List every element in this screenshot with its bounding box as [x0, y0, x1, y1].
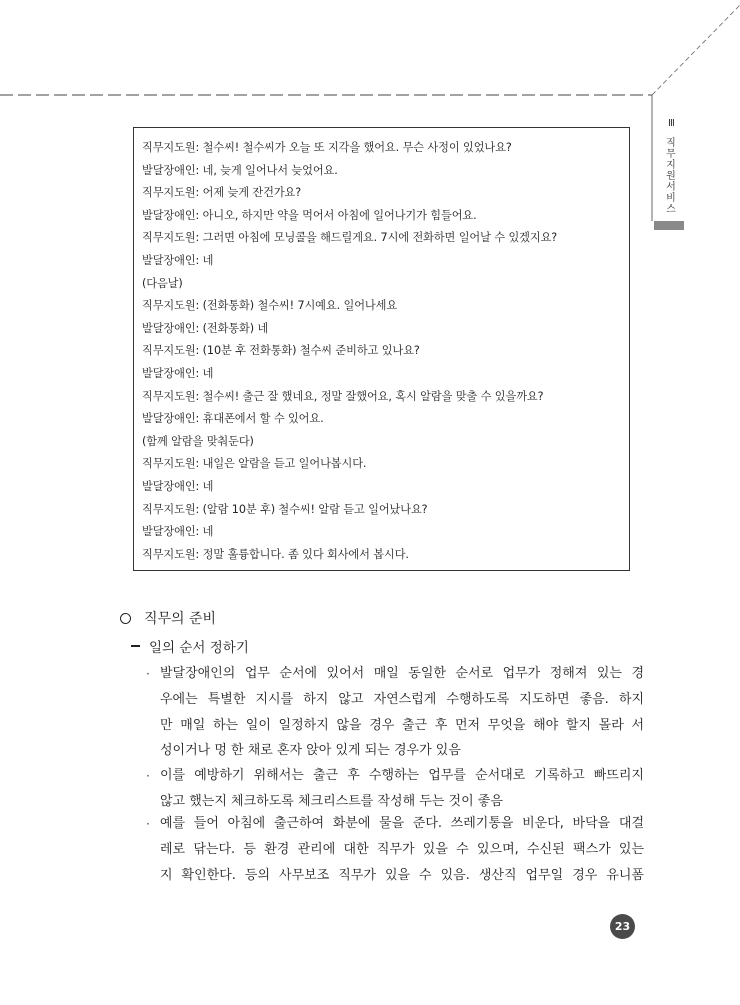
dash-bullet-icon [131, 645, 140, 647]
section-heading-text: 직무의 준비 [144, 611, 217, 627]
dialogue-line: 직무지도원: 어제 늦게 잔건가요? [142, 186, 302, 200]
page-number: 23 [614, 920, 631, 933]
chapter-title [666, 138, 676, 215]
chapter-title-char: 스 [666, 204, 676, 215]
bullet-line: 이를 예방하기 위해서는 출근 후 수행하는 업무를 순서대로 기록하고 빠뜨리지 [160, 768, 644, 783]
dot-bullet-icon: · [146, 769, 150, 783]
dialogue-line: 직무지도원: (전화통화) 철수씨! 7시예요. 일어나세요 [142, 299, 398, 313]
bullet-line: 예를 들어 아침에 출근하여 화분에 물을 준다. 쓰레기통을 비운다, 바닥을 대걸 [160, 816, 644, 831]
dialogue-line: 발달장애인: 네, 늦게 일어나서 늦었어요. [142, 163, 338, 177]
dialogue-line: 직무지도원: 내일은 알람을 듣고 일어나봅시다. [142, 457, 367, 471]
dialogue-line: 직무지도원: (10분 후 전화통화) 철수씨 준비하고 있나요? [142, 344, 420, 358]
bullet-item [146, 661, 644, 764]
chapter-side-tab [656, 118, 686, 215]
bullet-line: 지 확인한다. 등의 사무보조 직무가 있을 수 있음. 생산직 업무일 경우 유니폼 [160, 867, 644, 883]
chapter-title-char: 직 [666, 138, 676, 149]
dialogue-line: (다음날) [142, 276, 183, 290]
dialogue-line: 발달장애인: 네 [142, 479, 214, 493]
bullet-line: 성이거나 멍 한 채로 혼자 앉아 있게 되는 경우가 있음 [160, 743, 461, 759]
dialogue-line: 직무지도원: 정말 훌륭합니다. 좀 있다 회사에서 봅시다. [142, 547, 409, 561]
bullet-item [146, 811, 644, 888]
chapter-title-char: 비 [666, 193, 676, 204]
dialogue-box [133, 127, 630, 571]
subsection-heading-text: 일의 순서 정하기 [149, 640, 249, 656]
chapter-title-char: 지 [666, 160, 676, 171]
circle-bullet-icon [120, 613, 131, 624]
bullet-line: 레로 닦는다. 등 환경 관리에 대한 직무가 있을 수 있으며, 수신된 팩스가 있는 [160, 841, 644, 857]
section-heading [120, 608, 216, 628]
dialogue-line: 발달장애인: 네 [142, 525, 214, 539]
dot-bullet-icon: · [146, 667, 150, 681]
chapter-title-char: 무 [666, 149, 676, 160]
bullet-line: 않고 했는지 체크하도록 체크리스트를 작성해 두는 것이 좋음 [160, 793, 503, 809]
bullet-line: 발달장애인의 업무 순서에 있어서 매일 동일한 순서로 업무가 정해져 있는 경 [160, 666, 644, 681]
dialogue-line: 발달장애인: 네 [142, 253, 214, 267]
chapter-title-char: 원 [666, 171, 676, 182]
dialogue-line: 발달장애인: (전화통화) 네 [142, 321, 269, 335]
bullet-line: 만 매일 하는 일이 일정하지 않을 경우 출근 후 먼저 무엇을 해야 할지 몰라 서 [160, 717, 644, 733]
dot-bullet-icon: · [146, 817, 150, 831]
dialogue-line: 직무지도원: (알람 10분 후) 철수씨! 알람 듣고 일어났나요? [142, 502, 428, 516]
dialogue-line: (함께 알람을 맞춰둔다) [142, 434, 254, 448]
dialogue-line: 직무지도원: 철수씨! 출근 잘 했네요, 정말 잘했어요, 혹시 알람을 맞출 수 있을까요? [142, 389, 544, 403]
bullet-item [146, 763, 644, 815]
chapter-title-char: 서 [666, 182, 676, 193]
page-number-badge [610, 914, 635, 939]
bullet-line: 우에는 특별한 지시를 하지 않고 자연스럽게 수행하도록 지도하면 좋음. 하지 [160, 691, 644, 707]
subsection-heading [131, 636, 249, 656]
dialogue-line: 직무지도원: 철수씨! 철수씨가 오늘 또 지각을 했어요. 무슨 사정이 있었나요? [142, 141, 512, 154]
corner-dashed-line [652, 5, 740, 95]
dialogue-line: 발달장애인: 아니오, 하지만 약을 먹어서 아침에 일어나기가 힘들어요. [142, 208, 477, 222]
dialogue-line: 발달장애인: 네 [142, 366, 214, 380]
dialogue-line: 직무지도원: 그러면 아침에 모닝콜을 해드릴게요. 7시에 전화하면 일어날 수 있겠지요? [142, 231, 558, 245]
dialogue-line: 발달장애인: 휴대폰에서 할 수 있어요. [142, 412, 324, 426]
chapter-side-bar [654, 221, 684, 230]
chapter-number: Ⅲ [668, 118, 674, 129]
